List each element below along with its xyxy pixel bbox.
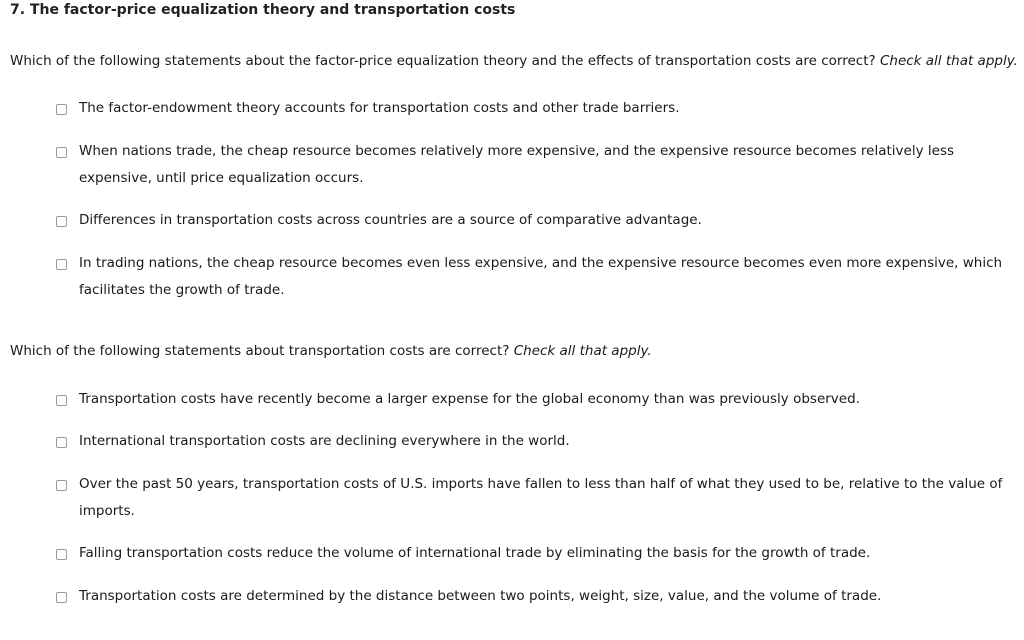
- option-label: When nations trade, the cheap resource becomes relatively more expensive, and the expensive resource becomes relatively less expensive, until price equalization occurs.: [79, 143, 954, 186]
- option-label: Over the past 50 years, transportation costs of U.S. imports have fallen to less than half of what they used to be, relative to the value of imports.: [79, 476, 1003, 519]
- checkbox[interactable]: [56, 549, 67, 560]
- question-2-option-5[interactable]: [56, 587, 881, 610]
- page-title: 7. The factor-price equalization theory and transportation costs: [10, 2, 516, 18]
- option-label: Transportation costs are determined by the distance between two points, weight, size, value, and the volume of trade.: [79, 588, 882, 604]
- checkbox[interactable]: [56, 592, 67, 603]
- question-2-option-3[interactable]: [56, 475, 1011, 525]
- question-1-option-1[interactable]: [56, 99, 680, 122]
- option-label: Falling transportation costs reduce the volume of international trade by eliminating the basis for the growth of trade.: [79, 545, 871, 561]
- checkbox[interactable]: [56, 147, 67, 158]
- question-1-option-3[interactable]: [56, 211, 702, 234]
- option-label: Differences in transportation costs across countries are a source of comparative advantage.: [79, 212, 702, 228]
- checkbox[interactable]: [56, 104, 67, 115]
- question-2-text: Which of the following statements about transportation costs are correct?: [10, 343, 510, 359]
- question-2-option-4[interactable]: [56, 544, 870, 567]
- question-1-text: Which of the following statements about the factor-price equalization theory and the effects of transportation costs are correct?: [10, 53, 876, 69]
- option-label: Transportation costs have recently become a larger expense for the global economy than was previously observed.: [79, 391, 860, 407]
- question-2-prompt: [10, 342, 652, 360]
- question-2-option-1[interactable]: [56, 390, 860, 413]
- checkbox[interactable]: [56, 259, 67, 270]
- option-label: The factor-endowment theory accounts for transportation costs and other trade barriers.: [79, 100, 680, 116]
- question-1-instruction: Check all that apply.: [879, 53, 1018, 69]
- question-2-instruction: Check all that apply.: [513, 343, 652, 359]
- option-label: In trading nations, the cheap resource becomes even less expensive, and the expensive resource becomes even more expensive, which facilitates the growth of trade.: [79, 255, 1003, 298]
- question-1-option-2[interactable]: [56, 142, 956, 192]
- checkbox[interactable]: [56, 216, 67, 227]
- question-1-option-4[interactable]: [56, 254, 1006, 304]
- checkbox[interactable]: [56, 395, 67, 406]
- question-2-option-2[interactable]: [56, 432, 570, 455]
- checkbox[interactable]: [56, 480, 67, 491]
- option-label: International transportation costs are declining everywhere in the world.: [79, 433, 570, 449]
- question-1-prompt: [10, 52, 1018, 70]
- checkbox[interactable]: [56, 437, 67, 448]
